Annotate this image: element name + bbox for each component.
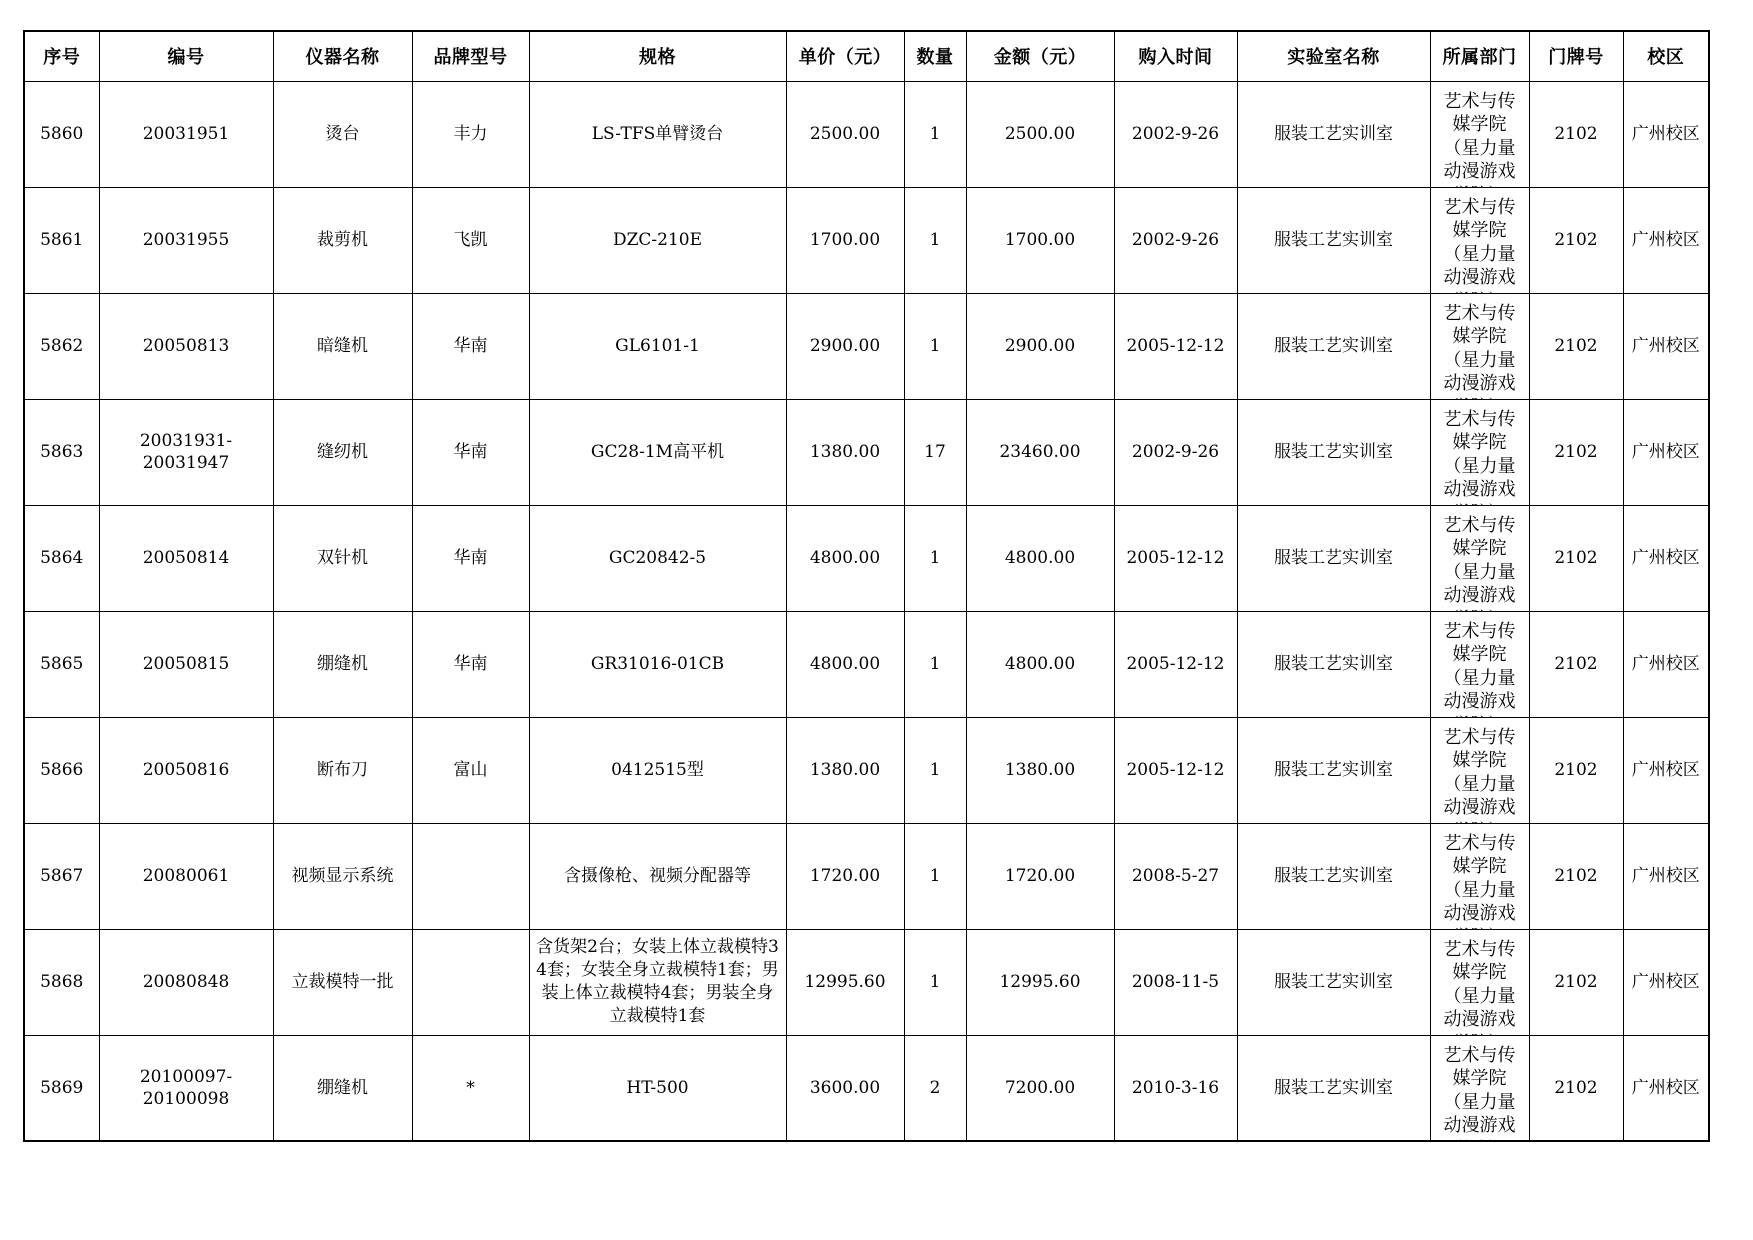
- cell-name: 缝纫机: [273, 399, 412, 505]
- cell-amount: 12995.60: [966, 929, 1114, 1035]
- cell-dept: [1430, 187, 1529, 293]
- cell-amount: 2500.00: [966, 81, 1114, 187]
- cell-unit-price: 2900.00: [786, 293, 904, 399]
- cell-room: 2102: [1529, 611, 1623, 717]
- cell-brand: 华南: [412, 399, 529, 505]
- cell-dept: [1430, 505, 1529, 611]
- cell-campus: 广州校区: [1623, 929, 1709, 1035]
- table-row: [24, 1035, 1709, 1141]
- cell-date: 2002-9-26: [1114, 187, 1237, 293]
- cell-unit-price: 1700.00: [786, 187, 904, 293]
- cell-dept: [1430, 823, 1529, 929]
- cell-campus: 广州校区: [1623, 823, 1709, 929]
- cell-unit-price: 2500.00: [786, 81, 904, 187]
- cell-room: 2102: [1529, 1035, 1623, 1141]
- table-row: [24, 717, 1709, 823]
- table-body: [24, 81, 1709, 1141]
- cell-room: 2102: [1529, 187, 1623, 293]
- cell-seq: 5866: [24, 717, 99, 823]
- cell-campus: 广州校区: [1623, 187, 1709, 293]
- cell-seq: 5864: [24, 505, 99, 611]
- cell-unit-price: 4800.00: [786, 611, 904, 717]
- header-cell-amount: 金额（元）: [966, 31, 1114, 81]
- cell-date: 2008-5-27: [1114, 823, 1237, 929]
- header-cell-qty: 数量: [904, 31, 966, 81]
- cell-amount: 4800.00: [966, 611, 1114, 717]
- header-row: [24, 31, 1709, 81]
- dept-text: 艺术与传媒学院（星力量动漫游戏: [1443, 302, 1516, 394]
- cell-dept: [1430, 399, 1529, 505]
- cell-code: 20050814: [99, 505, 273, 611]
- cell-name: 烫台: [273, 81, 412, 187]
- header-cell-spec: 规格: [529, 31, 786, 81]
- cell-seq: 5863: [24, 399, 99, 505]
- cell-room: 2102: [1529, 293, 1623, 399]
- dept-text: 艺术与传媒学院（星力量动漫游戏: [1443, 1044, 1516, 1136]
- header-cell-room: 门牌号: [1529, 31, 1623, 81]
- cell-amount: 7200.00: [966, 1035, 1114, 1141]
- cell-qty: 1: [904, 505, 966, 611]
- cell-spec: GC28-1M高平机: [529, 399, 786, 505]
- cell-qty: 1: [904, 611, 966, 717]
- cell-campus: 广州校区: [1623, 293, 1709, 399]
- cell-brand: 飞凯: [412, 187, 529, 293]
- cell-name: 断布刀: [273, 717, 412, 823]
- cell-amount: 1380.00: [966, 717, 1114, 823]
- cell-lab: 服装工艺实训室: [1237, 293, 1430, 399]
- cell-unit-price: 3600.00: [786, 1035, 904, 1141]
- cell-amount: 1720.00: [966, 823, 1114, 929]
- cell-name: 绷缝机: [273, 611, 412, 717]
- equipment-table: [23, 30, 1710, 1142]
- cell-dept: [1430, 611, 1529, 717]
- cell-qty: 1: [904, 717, 966, 823]
- cell-qty: 1: [904, 293, 966, 399]
- dept-text: 艺术与传媒学院（星力量动漫游戏: [1443, 514, 1516, 606]
- header-cell-brand: 品牌型号: [412, 31, 529, 81]
- cell-code: 20050813: [99, 293, 273, 399]
- cell-campus: 广州校区: [1623, 611, 1709, 717]
- cell-seq: 5867: [24, 823, 99, 929]
- dept-text: 艺术与传媒学院（星力量动漫游戏: [1443, 620, 1516, 712]
- table-row: [24, 611, 1709, 717]
- cell-name: 视频显示系统: [273, 823, 412, 929]
- cell-amount: 2900.00: [966, 293, 1114, 399]
- cell-room: 2102: [1529, 823, 1623, 929]
- table-row: [24, 505, 1709, 611]
- cell-seq: 5869: [24, 1035, 99, 1141]
- cell-unit-price: 1380.00: [786, 717, 904, 823]
- cell-dept: [1430, 1035, 1529, 1141]
- cell-spec: HT-500: [529, 1035, 786, 1141]
- cell-unit-price: 4800.00: [786, 505, 904, 611]
- cell-brand: 华南: [412, 293, 529, 399]
- cell-date: 2005-12-12: [1114, 505, 1237, 611]
- table-row: [24, 187, 1709, 293]
- cell-amount: 1700.00: [966, 187, 1114, 293]
- cell-lab: 服装工艺实训室: [1237, 929, 1430, 1035]
- table-row: [24, 823, 1709, 929]
- cell-brand: 华南: [412, 611, 529, 717]
- cell-date: 2002-9-26: [1114, 399, 1237, 505]
- cell-room: 2102: [1529, 717, 1623, 823]
- cell-spec: 含摄像枪、视频分配器等: [529, 823, 786, 929]
- cell-room: 2102: [1529, 505, 1623, 611]
- cell-unit-price: 1720.00: [786, 823, 904, 929]
- dept-text: 艺术与传媒学院（星力量动漫游戏: [1443, 408, 1516, 500]
- cell-brand: 丰力: [412, 81, 529, 187]
- cell-spec: GR31016-01CB: [529, 611, 786, 717]
- cell-dept: [1430, 717, 1529, 823]
- dept-text: 艺术与传媒学院（星力量动漫游戏: [1443, 196, 1516, 288]
- cell-amount: 23460.00: [966, 399, 1114, 505]
- cell-code: 20031955: [99, 187, 273, 293]
- cell-dept: [1430, 81, 1529, 187]
- cell-code: 20050815: [99, 611, 273, 717]
- cell-code: 20031951: [99, 81, 273, 187]
- cell-brand: 富山: [412, 717, 529, 823]
- dept-text: 艺术与传媒学院（星力量动漫游戏: [1443, 938, 1516, 1030]
- header-cell-code: 编号: [99, 31, 273, 81]
- cell-code: 20031931-20031947: [99, 399, 273, 505]
- cell-room: 2102: [1529, 929, 1623, 1035]
- cell-room: 2102: [1529, 81, 1623, 187]
- inventory-sheet: [23, 30, 1708, 1142]
- cell-lab: 服装工艺实训室: [1237, 611, 1430, 717]
- cell-name: 绷缝机: [273, 1035, 412, 1141]
- cell-spec: 含货架2台；女装上体立裁模特34套；女装全身立裁模特1套；男装上体立裁模特4套；男装全身立裁模特1套: [529, 929, 786, 1035]
- cell-spec: LS-TFS单臂烫台: [529, 81, 786, 187]
- header-cell-campus: 校区: [1623, 31, 1709, 81]
- cell-brand: *: [412, 1035, 529, 1141]
- cell-date: 2010-3-16: [1114, 1035, 1237, 1141]
- cell-spec: 0412515型: [529, 717, 786, 823]
- cell-name: 双针机: [273, 505, 412, 611]
- cell-code: 20100097-20100098: [99, 1035, 273, 1141]
- cell-unit-price: 1380.00: [786, 399, 904, 505]
- cell-campus: 广州校区: [1623, 81, 1709, 187]
- header-cell-unit-price: 单价（元）: [786, 31, 904, 81]
- table-row: [24, 929, 1709, 1035]
- cell-brand: [412, 823, 529, 929]
- cell-code: 20050816: [99, 717, 273, 823]
- cell-name: 暗缝机: [273, 293, 412, 399]
- cell-lab: 服装工艺实训室: [1237, 1035, 1430, 1141]
- dept-text: 艺术与传媒学院（星力量动漫游戏: [1443, 90, 1516, 182]
- cell-unit-price: 12995.60: [786, 929, 904, 1035]
- header-cell-date: 购入时间: [1114, 31, 1237, 81]
- cell-name: 立裁模特一批: [273, 929, 412, 1035]
- cell-date: 2005-12-12: [1114, 293, 1237, 399]
- cell-qty: 1: [904, 81, 966, 187]
- cell-date: 2005-12-12: [1114, 611, 1237, 717]
- cell-spec: GL6101-1: [529, 293, 786, 399]
- cell-room: 2102: [1529, 399, 1623, 505]
- cell-dept: [1430, 293, 1529, 399]
- table-row: [24, 399, 1709, 505]
- cell-lab: 服装工艺实训室: [1237, 399, 1430, 505]
- cell-seq: 5865: [24, 611, 99, 717]
- cell-campus: 广州校区: [1623, 717, 1709, 823]
- cell-dept: [1430, 929, 1529, 1035]
- cell-lab: 服装工艺实训室: [1237, 823, 1430, 929]
- cell-lab: 服装工艺实训室: [1237, 187, 1430, 293]
- header-cell-dept: 所属部门: [1430, 31, 1529, 81]
- cell-seq: 5861: [24, 187, 99, 293]
- cell-qty: 2: [904, 1035, 966, 1141]
- cell-code: 20080848: [99, 929, 273, 1035]
- cell-lab: 服装工艺实训室: [1237, 505, 1430, 611]
- cell-brand: [412, 929, 529, 1035]
- table-row: [24, 81, 1709, 187]
- cell-seq: 5860: [24, 81, 99, 187]
- cell-brand: 华南: [412, 505, 529, 611]
- dept-text: 艺术与传媒学院（星力量动漫游戏: [1443, 832, 1516, 924]
- header-cell-lab: 实验室名称: [1237, 31, 1430, 81]
- cell-campus: 广州校区: [1623, 505, 1709, 611]
- cell-date: 2005-12-12: [1114, 717, 1237, 823]
- dept-text: 艺术与传媒学院（星力量动漫游戏: [1443, 726, 1516, 818]
- cell-spec: DZC-210E: [529, 187, 786, 293]
- cell-qty: 1: [904, 187, 966, 293]
- cell-lab: 服装工艺实训室: [1237, 81, 1430, 187]
- cell-seq: 5862: [24, 293, 99, 399]
- cell-amount: 4800.00: [966, 505, 1114, 611]
- cell-qty: 1: [904, 823, 966, 929]
- cell-code: 20080061: [99, 823, 273, 929]
- cell-spec: GC20842-5: [529, 505, 786, 611]
- cell-date: 2008-11-5: [1114, 929, 1237, 1035]
- cell-lab: 服装工艺实训室: [1237, 717, 1430, 823]
- header-cell-name: 仪器名称: [273, 31, 412, 81]
- cell-name: 裁剪机: [273, 187, 412, 293]
- header-cell-seq: 序号: [24, 31, 99, 81]
- cell-campus: 广州校区: [1623, 1035, 1709, 1141]
- cell-qty: 17: [904, 399, 966, 505]
- cell-seq: 5868: [24, 929, 99, 1035]
- cell-qty: 1: [904, 929, 966, 1035]
- cell-campus: 广州校区: [1623, 399, 1709, 505]
- table-row: [24, 293, 1709, 399]
- cell-date: 2002-9-26: [1114, 81, 1237, 187]
